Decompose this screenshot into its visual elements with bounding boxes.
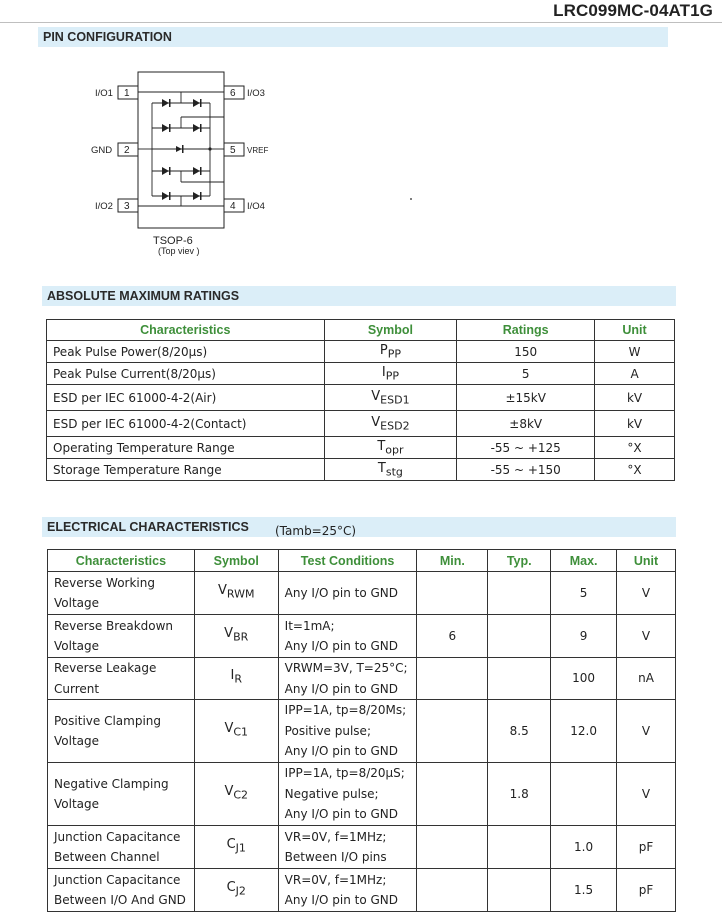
elec-row: [48, 658, 676, 700]
elec-symbol: [194, 826, 278, 869]
elec-symbol: [194, 658, 278, 700]
abs-symbol: [324, 385, 457, 411]
pin-5-label: VREF: [247, 146, 269, 155]
elec-test-conditions: [278, 572, 417, 615]
elec-typ: [488, 615, 551, 658]
abs-rating: -55 ~ +125: [457, 437, 595, 459]
elec-condition-line: IPP=1A, tp=8/20μS;: [284, 766, 405, 781]
abs-characteristic: Storage Temperature Range: [47, 459, 325, 481]
abs-max-header-row: [47, 320, 675, 341]
elec-characteristic: [48, 700, 195, 763]
abs-symbol-sub: ESD1: [380, 393, 410, 407]
pin-2-number: 2: [124, 145, 130, 156]
abs-characteristic: ESD per IEC 61000-4-2(Air): [47, 385, 325, 411]
elec-max: 1.0: [551, 826, 617, 869]
pin-1-number: 1: [124, 88, 130, 99]
abs-symbol-main: T: [377, 438, 386, 454]
elec-symbol-sub: C2: [233, 788, 249, 802]
pin-config-title: PIN CONFIGURATION: [38, 27, 668, 47]
elec-condition-line: Any I/O pin to GND: [284, 744, 398, 759]
elec-max: 12.0: [551, 700, 617, 763]
elec-header-typ: Typ.: [488, 550, 551, 572]
elec-unit: V: [617, 572, 676, 615]
abs-rating: -55 ~ +150: [457, 459, 595, 481]
elec-row: [48, 615, 676, 658]
elec-characteristic-line: Between I/O And GND: [54, 893, 186, 907]
elec-symbol-main: I: [230, 668, 235, 684]
abs-characteristic: Peak Pulse Power(8/20μs): [47, 341, 325, 363]
elec-test-conditions: [278, 700, 417, 763]
elec-header-unit: Unit: [617, 550, 676, 572]
elec-symbol-main: V: [224, 783, 234, 799]
elec-characteristic-line: Voltage: [54, 639, 100, 653]
elec-test-conditions: [278, 826, 417, 869]
elec-symbol-sub: C1: [233, 725, 249, 739]
elec-condition-line: Any I/O pin to GND: [284, 893, 398, 907]
elec-characteristic: [48, 658, 195, 700]
abs-symbol-main: T: [377, 460, 386, 476]
elec-unit: pF: [617, 869, 676, 912]
elec-symbol-main: V: [224, 625, 234, 641]
abs-symbol-sub: ESD2: [380, 419, 410, 433]
package-name: TSOP-6: [153, 235, 193, 247]
elec-row: [48, 826, 676, 869]
elec-test-conditions: [278, 763, 417, 826]
elec-symbol-main: V: [224, 720, 234, 736]
elec-min: [417, 572, 488, 615]
elec-max: 1.5: [551, 869, 617, 912]
abs-max-row: [47, 363, 675, 385]
elec-condition-line: VR=0V, f=1MHz;: [284, 829, 387, 844]
elec-symbol-sub: BR: [233, 630, 249, 644]
abs-characteristic: Peak Pulse Current(8/20μs): [47, 363, 325, 385]
abs-header-symbol: Symbol: [324, 320, 457, 341]
abs-max-row: [47, 341, 675, 363]
abs-unit: °Χ: [595, 459, 675, 481]
abs-max-table: [46, 319, 675, 481]
elec-typ: [488, 572, 551, 615]
abs-unit: W: [595, 341, 675, 363]
elec-header-min: Min.: [417, 550, 488, 572]
elec-min: [417, 700, 488, 763]
elec-condition-line: Any I/O pin to GND: [284, 681, 398, 696]
abs-unit: kV: [595, 385, 675, 411]
elec-condition-line: Any I/O pin to GND: [284, 639, 398, 653]
pin-1-label: I/O1: [95, 88, 113, 99]
abs-characteristic: ESD per IEC 61000-4-2(Contact): [47, 411, 325, 437]
abs-rating: ±15kV: [457, 385, 595, 411]
elec-unit: V: [617, 615, 676, 658]
elec-unit: V: [617, 763, 676, 826]
elec-symbol-main: C: [226, 879, 236, 895]
pin-4-label: I/O4: [247, 201, 265, 212]
elec-condition-line: VR=0V, f=1MHz;: [284, 872, 387, 887]
elec-row: [48, 572, 676, 615]
pin-5-number: 5: [230, 145, 236, 156]
elec-characteristic-line: Negative Clamping: [54, 776, 169, 791]
abs-symbol-main: P: [379, 342, 388, 358]
elec-condition-line: Between I/O pins: [284, 850, 387, 864]
elec-min: [417, 869, 488, 912]
elec-header-symbol: Symbol: [194, 550, 278, 572]
abs-symbol-main: I: [381, 364, 386, 380]
elec-max: 100: [551, 658, 617, 700]
elec-characteristic: [48, 763, 195, 826]
elec-symbol-main: V: [217, 582, 227, 598]
pin-4-number: 4: [230, 201, 236, 212]
elec-characteristic: [48, 572, 195, 615]
elec-header-max: Max.: [551, 550, 617, 572]
elec-condition-note: (Tamb=25°C): [275, 524, 357, 538]
elec-symbol-sub: RWM: [226, 587, 255, 601]
pin-6-number: 6: [230, 88, 236, 99]
elec-test-conditions: [278, 869, 417, 912]
elec-characteristic-line: Junction Capacitance: [54, 872, 181, 887]
elec-unit: V: [617, 700, 676, 763]
elec-typ: [488, 658, 551, 700]
abs-symbol: [324, 459, 457, 481]
elec-symbol-main: C: [226, 836, 236, 852]
abs-unit: °Χ: [595, 437, 675, 459]
abs-max-row: [47, 437, 675, 459]
elec-unit: pF: [617, 826, 676, 869]
elec-header-conditions: Test Conditions: [278, 550, 417, 572]
elec-characteristic-line: Between Channel: [54, 850, 160, 864]
elec-min: [417, 658, 488, 700]
abs-rating: ±8kV: [457, 411, 595, 437]
elec-typ: [488, 826, 551, 869]
part-number: LRC099MC-04AT1G: [553, 1, 713, 20]
abs-symbol-main: V: [371, 414, 381, 430]
elec-condition-line: It=1mA;: [284, 618, 335, 633]
elec-header-characteristics: Characteristics: [48, 550, 195, 572]
abs-symbol-sub: PP: [385, 369, 399, 383]
elec-symbol-sub: J2: [235, 884, 246, 898]
abs-max-row: [47, 459, 675, 481]
abs-rating: 5: [457, 363, 595, 385]
abs-header-unit: Unit: [595, 320, 675, 341]
elec-min: 6: [417, 615, 488, 658]
elec-test-conditions: [278, 658, 417, 700]
elec-symbol-sub: J1: [235, 841, 246, 855]
elec-row: [48, 763, 676, 826]
elec-characteristic-line: Reverse Leakage: [54, 661, 157, 675]
pin-6-label: I/O3: [247, 88, 265, 99]
abs-unit: A: [595, 363, 675, 385]
package-view-note: (Top viev ): [158, 246, 200, 256]
elec-condition-line: VRWM=3V, T=25°C;: [284, 661, 408, 675]
abs-max-row: [47, 411, 675, 437]
elec-symbol-sub: R: [234, 673, 242, 687]
elec-symbol: [194, 869, 278, 912]
elec-header-row: [48, 550, 676, 572]
abs-characteristic: Operating Temperature Range: [47, 437, 325, 459]
elec-condition-line: Any I/O pin to GND: [284, 585, 398, 600]
abs-symbol: [324, 411, 457, 437]
abs-symbol: [324, 341, 457, 363]
abs-max-row: [47, 385, 675, 411]
elec-condition-line: Negative pulse;: [284, 786, 379, 801]
abs-symbol: [324, 363, 457, 385]
elec-table: [47, 549, 676, 912]
elec-min: [417, 763, 488, 826]
elec-condition-line: IPP=1A, tp=8/20Ms;: [284, 703, 407, 718]
elec-characteristic-line: Voltage: [54, 797, 100, 811]
abs-rating: 150: [457, 341, 595, 363]
elec-symbol: [194, 763, 278, 826]
elec-characteristic: [48, 869, 195, 912]
elec-characteristic-line: Voltage: [54, 734, 100, 748]
elec-max: 5: [551, 572, 617, 615]
elec-typ: 1.8: [488, 763, 551, 826]
elec-characteristic-line: Current: [54, 681, 100, 696]
abs-header-ratings: Ratings: [457, 320, 595, 341]
elec-characteristic-line: Reverse Working: [54, 575, 155, 590]
elec-title: ELECTRICAL CHARACTERISTICS: [42, 517, 676, 537]
pin-3-label: I/O2: [95, 201, 113, 212]
elec-condition-line: Any I/O pin to GND: [284, 807, 398, 822]
elec-test-conditions: [278, 615, 417, 658]
diode-symbols: [162, 99, 412, 200]
elec-characteristic-line: Reverse Breakdown: [54, 618, 174, 633]
pin-configuration-diagram: [0, 0, 722, 290]
elec-min: [417, 826, 488, 869]
elec-typ: [488, 869, 551, 912]
abs-symbol-sub: stg: [385, 465, 403, 479]
abs-unit: kV: [595, 411, 675, 437]
elec-row: [48, 700, 676, 763]
abs-symbol-main: V: [371, 388, 381, 404]
elec-max: [551, 763, 617, 826]
elec-characteristic-line: Junction Capacitance: [54, 829, 181, 844]
abs-symbol: [324, 437, 457, 459]
elec-characteristic: [48, 615, 195, 658]
elec-characteristic-line: Voltage: [54, 596, 100, 610]
elec-characteristic: [48, 826, 195, 869]
elec-symbol: [194, 572, 278, 615]
abs-symbol-sub: opr: [385, 443, 404, 457]
elec-symbol: [194, 700, 278, 763]
elec-max: 9: [551, 615, 617, 658]
elec-characteristic-line: Positive Clamping: [54, 713, 162, 728]
abs-max-title: ABSOLUTE MAXIMUM RATINGS: [42, 286, 676, 306]
abs-symbol-sub: PP: [387, 347, 401, 361]
elec-unit: nA: [617, 658, 676, 700]
pin-3-number: 3: [124, 201, 130, 212]
elec-symbol: [194, 615, 278, 658]
abs-header-characteristics: Characteristics: [47, 320, 325, 341]
elec-row: [48, 869, 676, 912]
pin-2-label: GND: [91, 145, 113, 156]
elec-typ: 8.5: [488, 700, 551, 763]
elec-condition-line: Positive pulse;: [284, 723, 371, 738]
